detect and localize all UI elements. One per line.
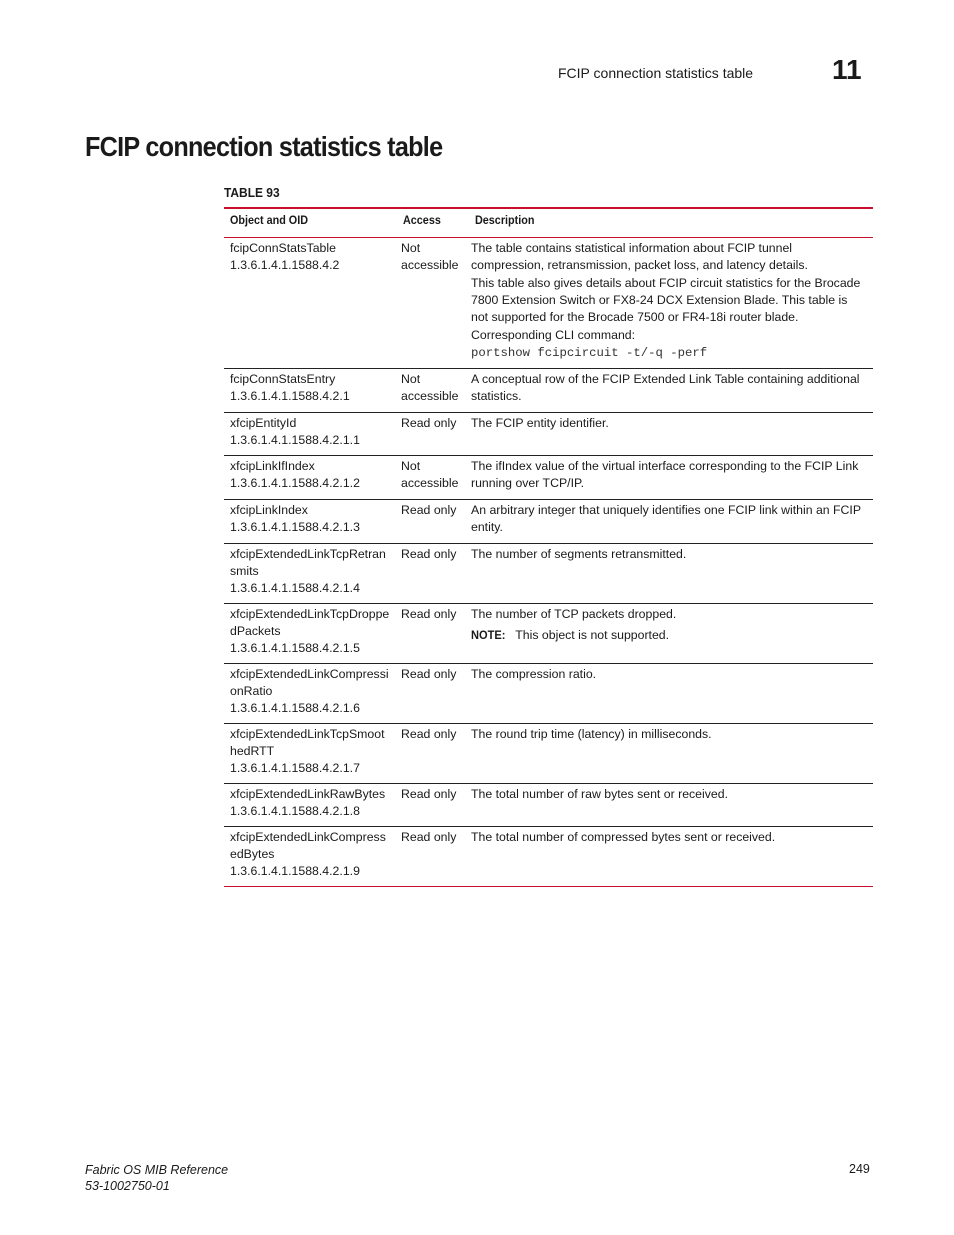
object-name: xfcipExtendedLinkTcpDroppedPackets xyxy=(230,607,390,638)
column-header-description: Description xyxy=(469,208,873,238)
object-cell xyxy=(224,369,397,413)
description-paragraph: The number of TCP packets dropped. xyxy=(471,607,677,621)
table-row xyxy=(224,827,873,887)
description-paragraph: A conceptual row of the FCIP Extended Link Table containing additional statistics. xyxy=(471,372,860,403)
description-cell xyxy=(469,724,873,784)
column-header-access: Access xyxy=(397,208,469,238)
object-name: xfcipLinkIfIndex xyxy=(230,459,315,473)
description-cell xyxy=(469,413,873,456)
description-paragraph: The round trip time (latency) in milliseconds. xyxy=(471,727,712,741)
object-cell xyxy=(224,604,397,664)
object-cell xyxy=(224,724,397,784)
description-paragraph: The table contains statistical information about FCIP tunnel compression, retransmission, packet loss, and latency details. xyxy=(471,241,808,272)
description-cell xyxy=(469,784,873,827)
access-cell: Read only xyxy=(397,544,469,604)
mib-table xyxy=(224,207,873,887)
column-header-object: Object and OID xyxy=(224,208,397,238)
cli-command: portshow fcipcircuit -t/-q -perf xyxy=(471,346,708,360)
object-oid: 1.3.6.1.4.1.1588.4.2.1.5 xyxy=(230,641,360,655)
table-row xyxy=(224,238,873,369)
object-name: xfcipExtendedLinkTcpSmoothedRTT xyxy=(230,727,385,758)
object-name: xfcipExtendedLinkCompressionRatio xyxy=(230,667,389,698)
table-label: TABLE 93 xyxy=(224,185,280,200)
table-row xyxy=(224,544,873,604)
object-oid: 1.3.6.1.4.1.1588.4.2.1.4 xyxy=(230,581,360,595)
chapter-number: 11 xyxy=(832,54,862,85)
running-header-title: FCIP connection statistics table xyxy=(558,65,754,81)
object-cell xyxy=(224,500,397,544)
object-name: xfcipExtendedLinkCompressedBytes xyxy=(230,830,386,861)
object-cell xyxy=(224,544,397,604)
description-paragraph: The total number of compressed bytes sent or received. xyxy=(471,830,776,844)
table-row xyxy=(224,500,873,544)
access-cell: Read only xyxy=(397,827,469,887)
access-cell: Read only xyxy=(397,500,469,544)
access-cell: Read only xyxy=(397,784,469,827)
description-paragraph: The FCIP entity identifier. xyxy=(471,416,609,430)
object-cell xyxy=(224,827,397,887)
description-cell xyxy=(469,500,873,544)
description-paragraph: The total number of raw bytes sent or received. xyxy=(471,787,728,801)
object-name: fcipConnStatsTable xyxy=(230,241,336,255)
object-oid: 1.3.6.1.4.1.1588.4.2 xyxy=(230,258,340,272)
object-name: xfcipLinkIndex xyxy=(230,503,308,517)
description-paragraph: Corresponding CLI command: xyxy=(471,328,636,342)
object-oid: 1.3.6.1.4.1.1588.4.2.1.2 xyxy=(230,476,360,490)
table-row xyxy=(224,369,873,413)
object-cell xyxy=(224,664,397,724)
description-paragraph: The compression ratio. xyxy=(471,667,597,681)
object-oid: 1.3.6.1.4.1.1588.4.2.1.7 xyxy=(230,761,360,775)
note xyxy=(471,627,867,644)
access-cell: Read only xyxy=(397,604,469,664)
object-cell xyxy=(224,456,397,500)
description-cell xyxy=(469,544,873,604)
description-cell xyxy=(469,369,873,413)
note-text: This object is not supported. xyxy=(515,628,670,642)
description-paragraph: The ifIndex value of the virtual interface corresponding to the FCIP Link running over TCP/IP. xyxy=(471,459,859,490)
access-cell: Read only xyxy=(397,664,469,724)
object-name: xfcipExtendedLinkRawBytes xyxy=(230,787,386,801)
description-paragraph: An arbitrary integer that uniquely identifies one FCIP link within an FCIP entity. xyxy=(471,503,861,534)
footer-doc-info xyxy=(85,1162,228,1194)
note-label: NOTE: xyxy=(471,628,506,642)
object-oid: 1.3.6.1.4.1.1588.4.2.1.3 xyxy=(230,520,360,534)
object-oid: 1.3.6.1.4.1.1588.4.2.1.8 xyxy=(230,804,360,818)
access-cell: Not accessible xyxy=(397,238,469,369)
description-cell xyxy=(469,238,873,369)
object-cell xyxy=(224,413,397,456)
object-name: xfcipEntityId xyxy=(230,416,297,430)
object-oid: 1.3.6.1.4.1.1588.4.2.1.1 xyxy=(230,433,360,447)
table-row xyxy=(224,604,873,664)
footer-doc-title: Fabric OS MIB Reference xyxy=(85,1163,229,1177)
object-cell xyxy=(224,238,397,369)
table-body xyxy=(224,238,873,887)
table-row xyxy=(224,784,873,827)
table-row xyxy=(224,456,873,500)
object-oid: 1.3.6.1.4.1.1588.4.2.1.9 xyxy=(230,864,360,878)
table-row xyxy=(224,664,873,724)
description-paragraph: The number of segments retransmitted. xyxy=(471,547,687,561)
footer-doc-number: 53-1002750-01 xyxy=(85,1179,170,1193)
table-row xyxy=(224,413,873,456)
object-oid: 1.3.6.1.4.1.1588.4.2.1.6 xyxy=(230,701,360,715)
page-title: FCIP connection statistics table xyxy=(85,131,443,162)
object-name: xfcipExtendedLinkTcpRetransmits xyxy=(230,547,386,578)
object-oid: 1.3.6.1.4.1.1588.4.2.1 xyxy=(230,389,350,403)
description-cell xyxy=(469,456,873,500)
table-header-row xyxy=(224,208,873,238)
description-paragraph: This table also gives details about FCIP circuit statistics for the Brocade 7800 Extension Switch or FX8-24 DCX Extension Blade. This table is not supported for the Brocade 7500 or FR4-18i router blade. xyxy=(471,276,861,324)
object-cell xyxy=(224,784,397,827)
description-cell xyxy=(469,604,873,664)
page-number: 249 xyxy=(849,1162,870,1176)
access-cell: Read only xyxy=(397,724,469,784)
table-row xyxy=(224,724,873,784)
mib-table-container xyxy=(224,207,873,887)
access-cell: Not accessible xyxy=(397,369,469,413)
description-cell xyxy=(469,664,873,724)
access-cell: Read only xyxy=(397,413,469,456)
description-cell xyxy=(469,827,873,887)
access-cell: Not accessible xyxy=(397,456,469,500)
object-name: fcipConnStatsEntry xyxy=(230,372,336,386)
